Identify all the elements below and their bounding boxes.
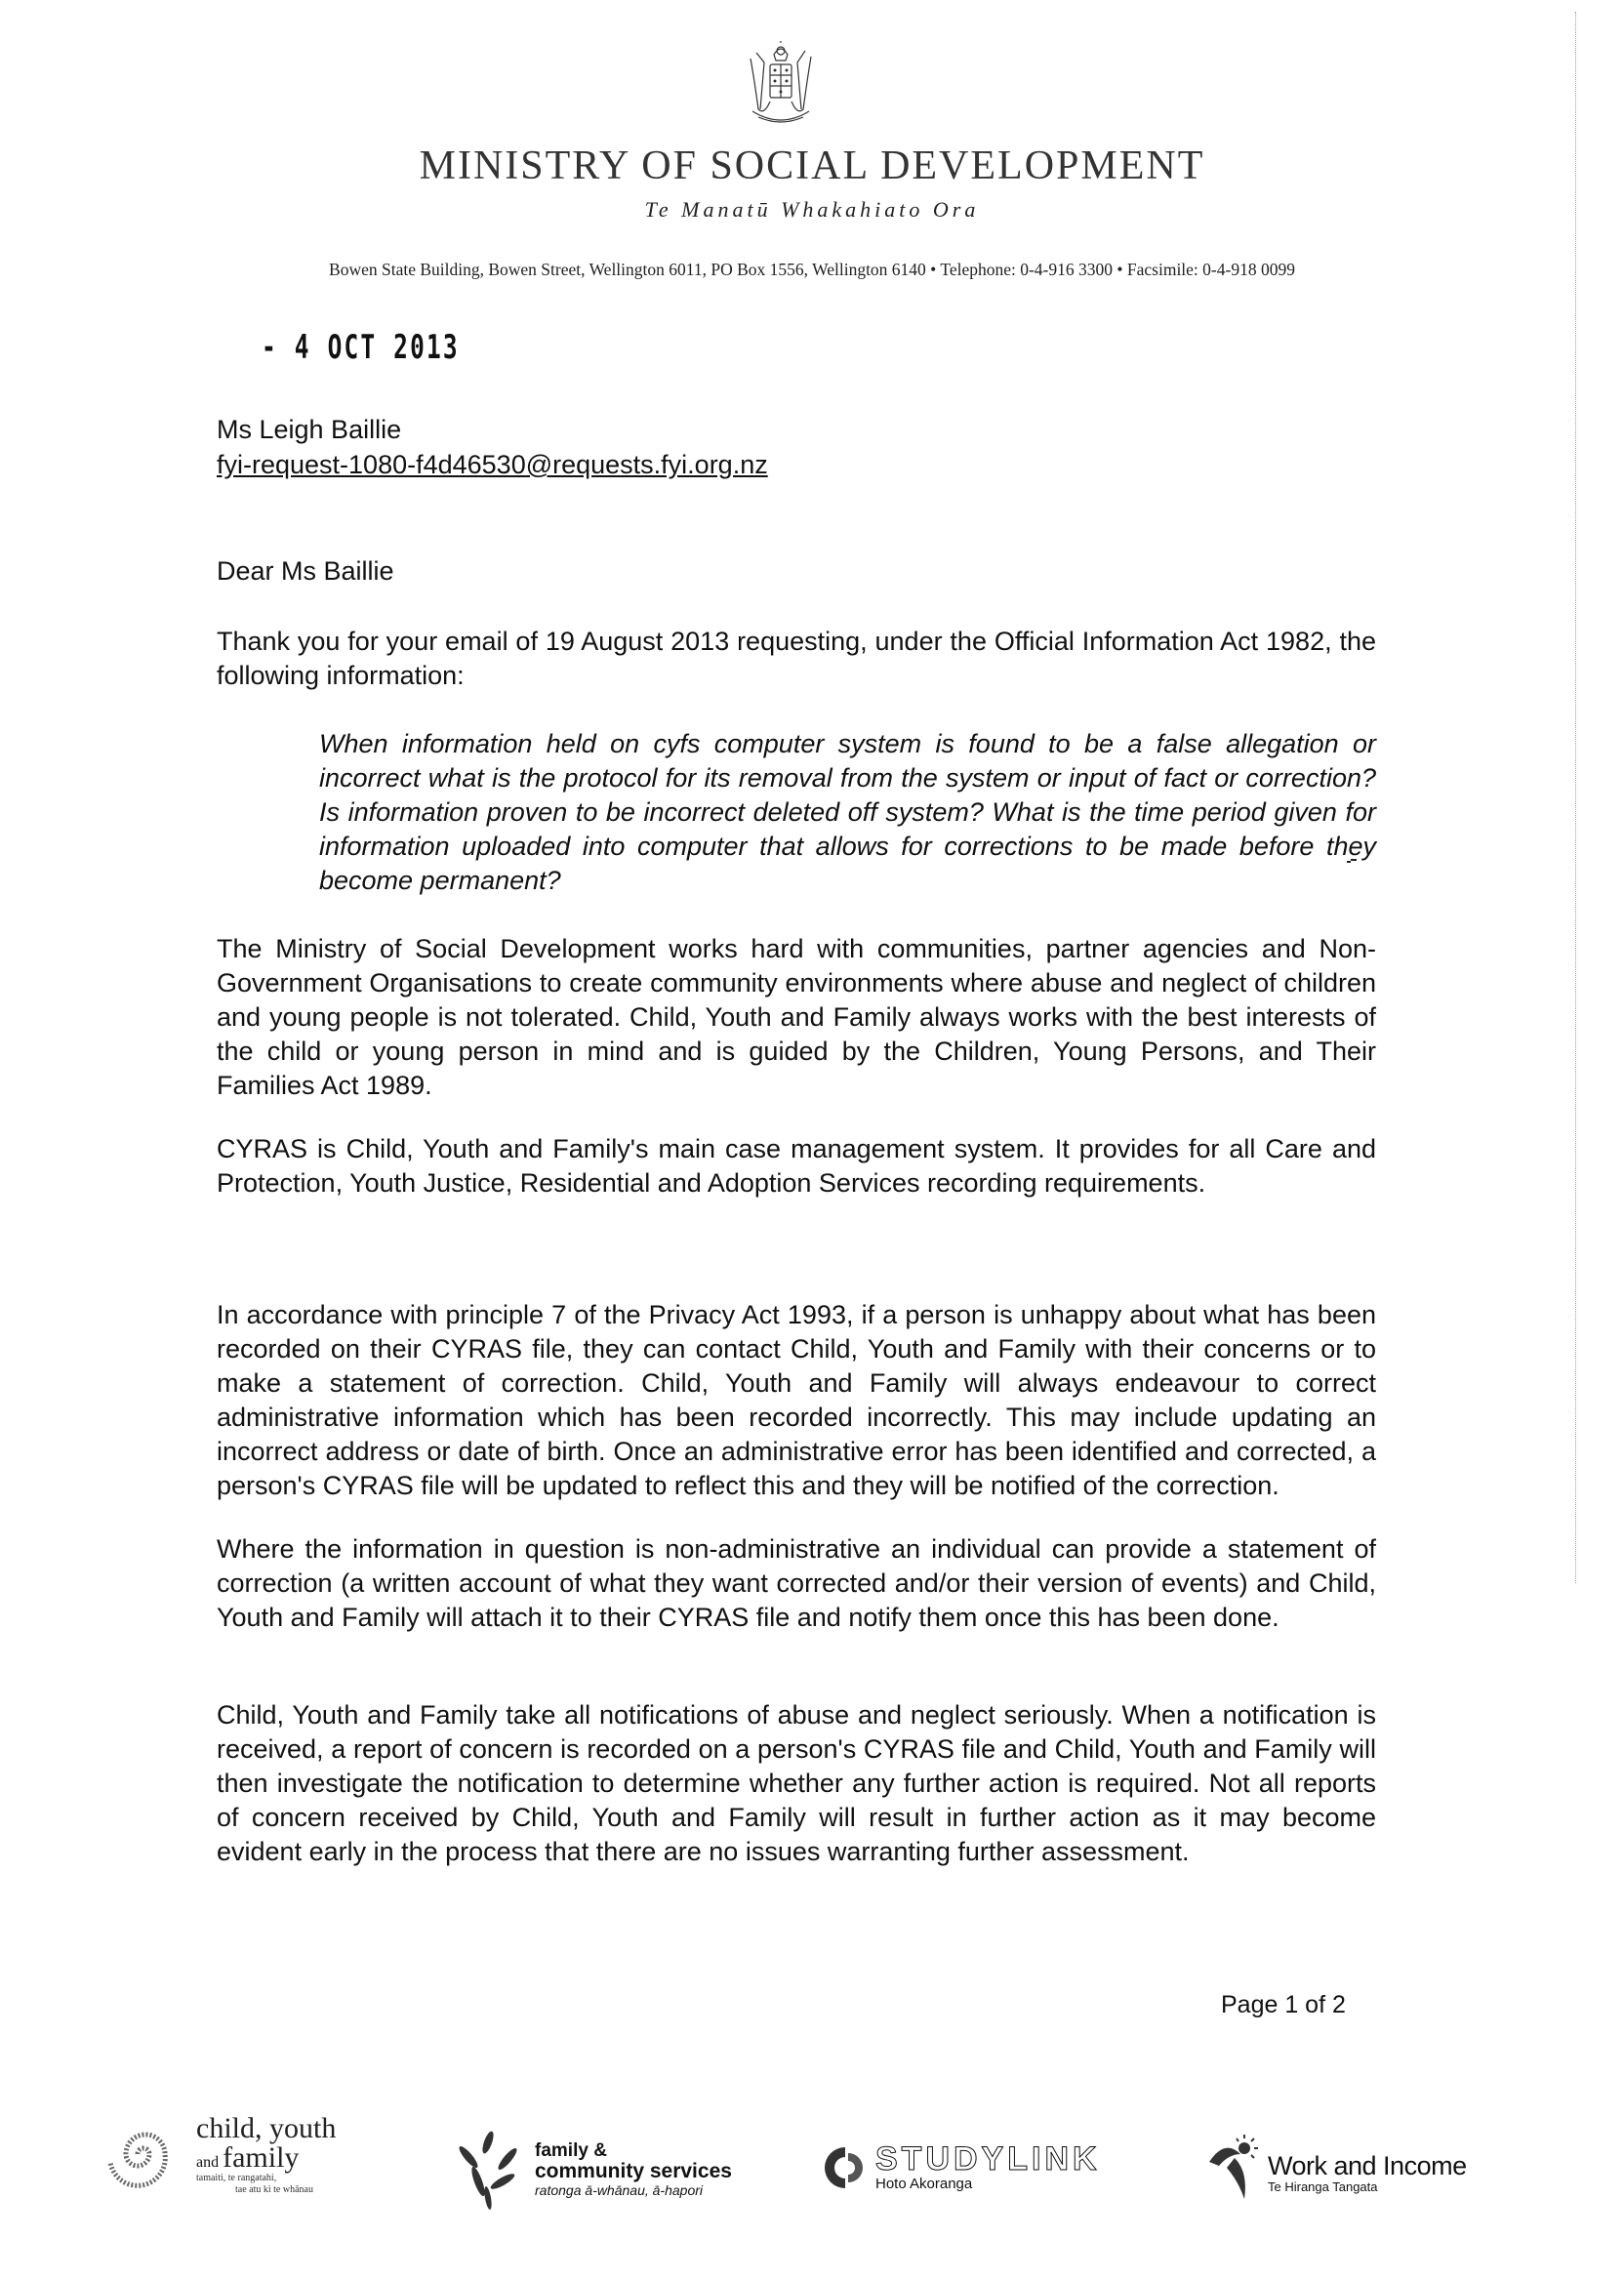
cyf-sub1: tamaiti, te rangatahi,	[196, 2172, 277, 2183]
work-income-figure-icon	[1205, 2133, 1264, 2201]
studylink-logo	[823, 2142, 1101, 2193]
studylink-swirl-icon	[823, 2145, 868, 2190]
scan-edge-line	[1575, 12, 1577, 1583]
fcs-line2: community services	[535, 2159, 732, 2182]
family-community-services-logo	[449, 2128, 732, 2211]
organisation-address: Bowen State Building, Bowen Street, Wellington 6011, PO Box 1556, Wellington 6140 • Telephone: 0-4-916 3300 • Facsimile: 0-4-918 0099	[329, 260, 1295, 279]
paragraph-privacy-act: In accordance with principle 7 of the Privacy Act 1993, if a person is unhappy about what has been recorded on their CYRAS file, they can contact Child, Youth and Family with their concerns or to make a statement of correction. Child, Youth and Family will always endeavour to correct administrative information which has been recorded incorrectly. This may include updating an incorrect address or date of birth. Once an administrative error has been identified and corrected, a person's CYRAS file will be updated to reflect this and they will be notified of the correction.	[217, 1300, 1376, 1500]
organisation-maori-name: Te Manatū Whakahiato Ora	[644, 197, 980, 222]
cyf-sub2: tae atu ki te whānau	[235, 2183, 313, 2195]
paragraph-statement-of-correction: Where the information in question is non-administrative an individual can provide a statement of correction (a written account of what they want corrected and/or their version of events) and Child, Youth and Family will attach it to their CYRAS file and notify them once this has been done.	[217, 1534, 1376, 1632]
nz-coat-of-arms-icon	[737, 41, 825, 127]
paragraph-cyras-description: CYRAS is Child, Youth and Family's main case management system. It provides for all Care and Protection, Youth Justice, Residential and Adoption Services recording requirements.	[217, 1134, 1376, 1198]
quoted-request: When information held on cyfs computer system is found to be a false allegation or incorrect what is the protocol for its removal from the system or input of fact or correction? Is information proven to be incorrect deleted off system? What is the time period given for information uploaded into computer that allows for corrections to be made before they become permanent?	[319, 729, 1376, 895]
paragraph-notifications: Child, Youth and Family take all notifications of abuse and neglect seriously. When a notification is received, a report of concern is recorded on a person's CYRAS file and Child, Youth and Family will then investigate the notification to determine whether any further action is required. Not all reports of concern received by Child, Youth and Family will result in further action as it may become evident early in the process that there are no issues warranting further assessment.	[217, 1700, 1376, 1866]
work-and-income-logo	[1205, 2133, 1467, 2201]
leaves-icon	[449, 2128, 527, 2211]
paragraph-ministry-commitment: The Ministry of Social Development works hard with communities, partner agencies and Non-Government Organisations to create community environments where abuse and neglect of children and young people is not tolerated. Child, Youth and Family always works with the best interests of the child or young person in mind and is guided by the Children, Young Persons, and Their Families Act 1989.	[217, 934, 1376, 1100]
fcs-line3: ratonga ā-whānau, ā-hapori	[535, 2181, 704, 2198]
koru-spiral-icon	[98, 2108, 190, 2201]
paragraph-intro: Thank you for your email of 19 August 2013 requesting, under the Official Information Act 1982, the following information:	[217, 627, 1376, 690]
organisation-name: MINISTRY OF SOCIAL DEVELOPMENT	[419, 143, 1205, 188]
page-number: Page 1 of 2	[1221, 1991, 1346, 2018]
fcs-line1: family &	[535, 2139, 607, 2161]
date-stamp: - 4 OCT 2013	[262, 328, 460, 367]
studylink-subtitle: Hoto Akoranga	[875, 2176, 973, 2192]
child-youth-family-logo	[98, 2108, 336, 2201]
cyf-line1: child, youth	[196, 2111, 337, 2144]
work-income-subtitle: Te Hiranga Tangata	[1268, 2179, 1378, 2194]
recipient-email-link[interactable]: fyi-request-1080-f4d46530@requests.fyi.org.nz	[217, 450, 768, 479]
studylink-name: STUDYLINK	[875, 2140, 1101, 2178]
recipient-name: Ms Leigh Baillie	[217, 415, 402, 444]
work-income-name: Work and Income	[1268, 2151, 1467, 2180]
cyf-line2: family	[223, 2140, 300, 2174]
cyf-and: and	[196, 2153, 220, 2171]
salutation: Dear Ms Baillie	[217, 556, 394, 586]
